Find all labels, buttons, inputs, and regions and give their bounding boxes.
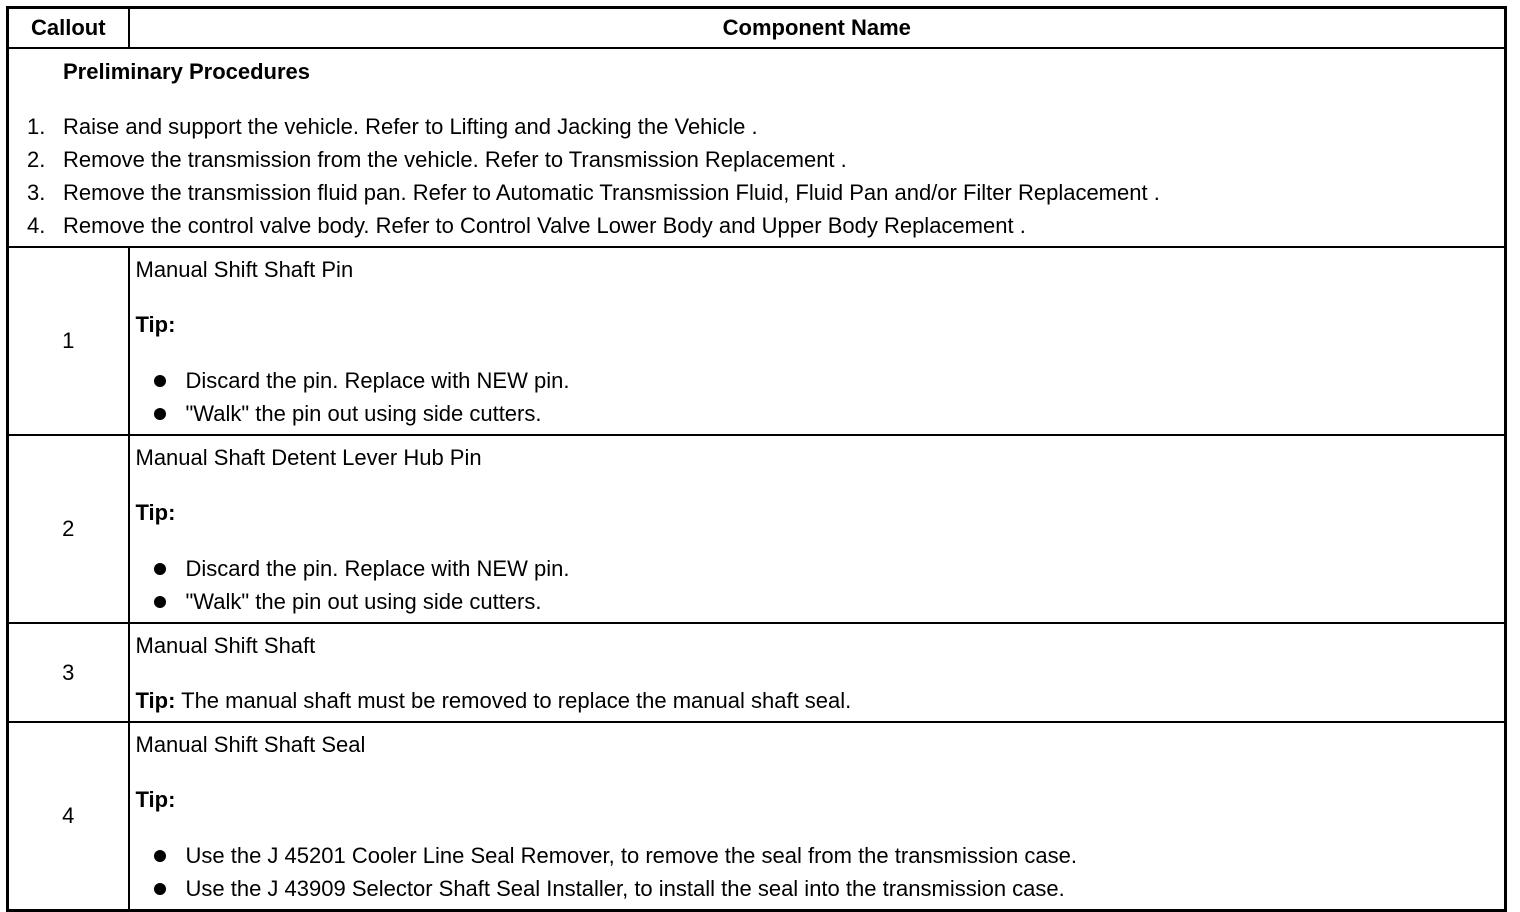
tip-bullets	[136, 364, 1505, 430]
tip-bullets	[136, 839, 1505, 905]
component-name: Manual Shift Shaft	[135, 633, 316, 658]
bullet-item	[136, 552, 1505, 585]
component-name: Manual Shaft Detent Lever Hub Pin	[135, 445, 482, 470]
tip	[136, 685, 1505, 717]
tip	[136, 784, 1505, 816]
component-cell	[129, 247, 1506, 435]
step-number: 3.	[27, 180, 46, 205]
step-text: Raise and support the vehicle. Refer to Lifting and Jacking the Vehicle .	[63, 114, 758, 139]
table-row	[8, 247, 1506, 435]
preliminary-row	[8, 48, 1506, 247]
tip-label: Tip:	[135, 312, 176, 337]
step-number: 2.	[27, 147, 46, 172]
tip	[136, 309, 1505, 341]
callout-number: 2	[8, 435, 129, 623]
step-text: Remove the transmission fluid pan. Refer to Automatic Transmission Fluid, Fluid Pan and/or Filter Replacement .	[63, 180, 1160, 205]
procedure-table	[6, 6, 1507, 912]
step-item	[9, 110, 1504, 143]
callout-number: 1	[8, 247, 129, 435]
tip-label: Tip:	[135, 688, 176, 713]
tip-bullets	[136, 552, 1505, 618]
bullet-item	[136, 839, 1505, 872]
bullet-icon	[154, 563, 166, 575]
step-text: Remove the transmission from the vehicle. Refer to Transmission Replacement .	[63, 147, 847, 172]
table-header-row	[8, 8, 1506, 49]
step-text: Remove the control valve body. Refer to Control Valve Lower Body and Upper Body Replacement .	[63, 213, 1026, 238]
table-row	[8, 722, 1506, 911]
bullet-item	[136, 872, 1505, 905]
tip	[136, 497, 1505, 529]
step-item	[9, 176, 1504, 209]
bullet-item	[136, 585, 1505, 618]
callout-header: Callout	[8, 8, 129, 49]
bullet-icon	[154, 883, 166, 895]
tip-text: The manual shaft must be removed to replace the manual shaft seal.	[175, 688, 852, 713]
table-row	[8, 435, 1506, 623]
step-number: 4.	[27, 213, 46, 238]
tip-label: Tip:	[135, 500, 176, 525]
component-cell	[129, 623, 1506, 722]
step-item	[9, 143, 1504, 176]
bullet-text: Discard the pin. Replace with NEW pin.	[185, 556, 570, 581]
preliminary-cell	[8, 48, 1506, 247]
component-cell	[129, 722, 1506, 911]
preliminary-steps	[9, 110, 1504, 242]
component-cell	[129, 435, 1506, 623]
bullet-text: Discard the pin. Replace with NEW pin.	[185, 368, 570, 393]
bullet-text: "Walk" the pin out using side cutters.	[185, 589, 542, 614]
bullet-text: "Walk" the pin out using side cutters.	[185, 401, 542, 426]
preliminary-title: Preliminary Procedures	[63, 59, 311, 84]
bullet-item	[136, 364, 1505, 397]
bullet-icon	[154, 408, 166, 420]
tip-label: Tip:	[135, 787, 176, 812]
bullet-item	[136, 397, 1505, 430]
component-name-header: Component Name	[129, 8, 1506, 49]
component-name: Manual Shift Shaft Seal	[135, 732, 366, 757]
component-name: Manual Shift Shaft Pin	[135, 257, 354, 282]
bullet-icon	[154, 596, 166, 608]
callout-number: 3	[8, 623, 129, 722]
bullet-text: Use the J 45201 Cooler Line Seal Remover, to remove the seal from the transmission case.	[185, 843, 1077, 868]
bullet-icon	[154, 375, 166, 387]
table-row	[8, 623, 1506, 722]
step-item	[9, 209, 1504, 242]
callout-number: 4	[8, 722, 129, 911]
bullet-text: Use the J 43909 Selector Shaft Seal Installer, to install the seal into the transmission case.	[185, 876, 1065, 901]
step-number: 1.	[27, 114, 46, 139]
bullet-icon	[154, 850, 166, 862]
